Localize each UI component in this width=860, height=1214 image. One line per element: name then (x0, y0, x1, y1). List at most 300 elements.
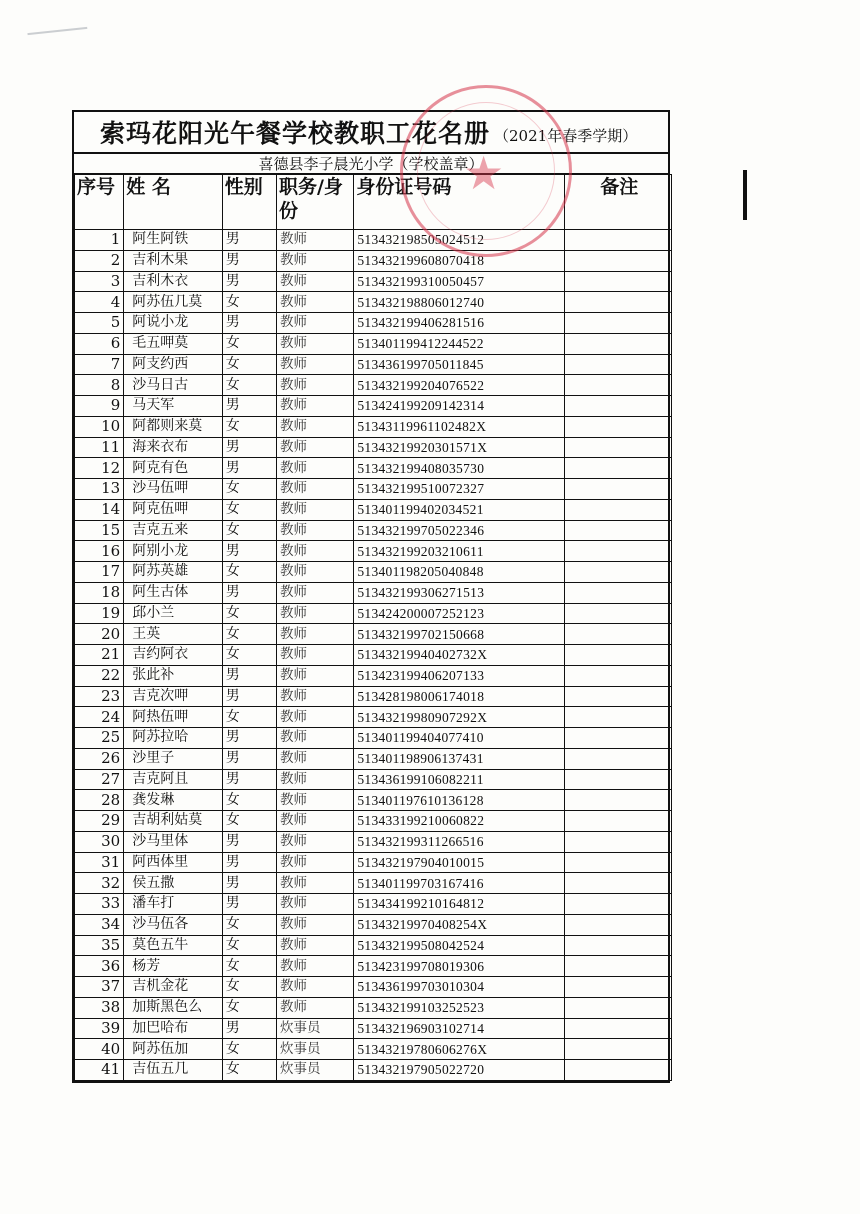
staff-gender: 女 (222, 1060, 276, 1081)
staff-role: 教师 (276, 354, 353, 375)
header-gender: 性别 (222, 175, 276, 230)
staff-role: 教师 (276, 624, 353, 645)
staff-role: 教师 (276, 582, 353, 603)
table-row (75, 1018, 672, 1039)
table-row (75, 956, 672, 977)
table-row (75, 437, 672, 458)
header-role: 职务/身份 (276, 175, 353, 230)
row-number: 29 (75, 811, 124, 832)
staff-name: 加斯黑色么 (124, 997, 222, 1018)
table-row (75, 894, 672, 915)
staff-gender: 男 (222, 541, 276, 562)
staff-note (565, 230, 672, 251)
staff-gender: 男 (222, 313, 276, 334)
staff-id-number: 513436199705011845 (354, 354, 565, 375)
staff-gender: 女 (222, 977, 276, 998)
staff-role: 教师 (276, 686, 353, 707)
staff-name: 潘车打 (124, 894, 222, 915)
staff-note (565, 728, 672, 749)
staff-id-number: 513401198906137431 (354, 748, 565, 769)
row-number: 26 (75, 748, 124, 769)
staff-note (565, 292, 672, 313)
row-number: 7 (75, 354, 124, 375)
header-note: 备注 (565, 175, 672, 230)
table-row (75, 831, 672, 852)
staff-gender: 男 (222, 873, 276, 894)
staff-gender: 男 (222, 728, 276, 749)
row-number: 37 (75, 977, 124, 998)
staff-gender: 女 (222, 416, 276, 437)
staff-id-number: 513401199412244522 (354, 333, 565, 354)
row-number: 30 (75, 831, 124, 852)
staff-note (565, 603, 672, 624)
staff-role: 教师 (276, 997, 353, 1018)
staff-id-number: 513432196903102714 (354, 1018, 565, 1039)
staff-gender: 男 (222, 582, 276, 603)
staff-gender: 男 (222, 230, 276, 251)
row-number: 15 (75, 520, 124, 541)
staff-gender: 男 (222, 437, 276, 458)
staff-name: 侯五撒 (124, 873, 222, 894)
row-number: 2 (75, 250, 124, 271)
staff-note (565, 935, 672, 956)
staff-note (565, 562, 672, 583)
staff-id-number: 513432199311266516 (354, 831, 565, 852)
staff-id-number: 51343219970408254X (354, 914, 565, 935)
staff-gender: 女 (222, 292, 276, 313)
row-number: 4 (75, 292, 124, 313)
staff-role: 教师 (276, 728, 353, 749)
table-row (75, 313, 672, 334)
row-number: 25 (75, 728, 124, 749)
staff-name: 吉机金花 (124, 977, 222, 998)
row-number: 9 (75, 396, 124, 417)
staff-name: 吉利木衣 (124, 271, 222, 292)
staff-gender: 女 (222, 520, 276, 541)
staff-name: 沙马里体 (124, 831, 222, 852)
staff-name: 沙马伍呷 (124, 479, 222, 500)
staff-note (565, 811, 672, 832)
staff-name: 马天军 (124, 396, 222, 417)
table-row (75, 977, 672, 998)
staff-note (565, 1018, 672, 1039)
staff-name: 阿生古体 (124, 582, 222, 603)
staff-id-number: 513432199702150668 (354, 624, 565, 645)
staff-note (565, 354, 672, 375)
staff-name: 阿苏伍加 (124, 1039, 222, 1060)
staff-name: 吉约阿衣 (124, 645, 222, 666)
row-number: 31 (75, 852, 124, 873)
staff-gender: 男 (222, 748, 276, 769)
staff-name: 阿都则来莫 (124, 416, 222, 437)
staff-name: 莫色五牛 (124, 935, 222, 956)
staff-role: 教师 (276, 479, 353, 500)
table-row (75, 997, 672, 1018)
staff-gender: 女 (222, 375, 276, 396)
page-title: 索玛花阳光午餐学校教职工花名册 (100, 119, 491, 148)
staff-gender: 女 (222, 811, 276, 832)
staff-note (565, 437, 672, 458)
staff-note (565, 458, 672, 479)
table-row (75, 1039, 672, 1060)
staff-id-number: 513432199203210611 (354, 541, 565, 562)
staff-role: 教师 (276, 437, 353, 458)
staff-role: 炊事员 (276, 1018, 353, 1039)
table-row (75, 811, 672, 832)
staff-role: 教师 (276, 313, 353, 334)
staff-name: 吉胡利姑莫 (124, 811, 222, 832)
staff-id-number: 513432199204076522 (354, 375, 565, 396)
staff-name: 沙马日古 (124, 375, 222, 396)
staff-gender: 女 (222, 603, 276, 624)
staff-role: 教师 (276, 790, 353, 811)
staff-id-number: 513432199608070418 (354, 250, 565, 271)
staff-gender: 男 (222, 852, 276, 873)
table-body (75, 230, 672, 1081)
staff-id-number: 51343219940402732X (354, 645, 565, 666)
staff-gender: 女 (222, 935, 276, 956)
staff-role: 教师 (276, 520, 353, 541)
staff-id-number: 513432199408035730 (354, 458, 565, 479)
row-number: 6 (75, 333, 124, 354)
staff-note (565, 624, 672, 645)
staff-note (565, 313, 672, 334)
staff-id-number: 513424200007252123 (354, 603, 565, 624)
row-number: 32 (75, 873, 124, 894)
staff-name: 吉伍五几 (124, 1060, 222, 1081)
row-number: 19 (75, 603, 124, 624)
table-row (75, 790, 672, 811)
staff-id-number: 513424199209142314 (354, 396, 565, 417)
staff-gender: 女 (222, 354, 276, 375)
staff-note (565, 396, 672, 417)
table-row (75, 665, 672, 686)
staff-role: 教师 (276, 375, 353, 396)
staff-id-number: 513432199306271513 (354, 582, 565, 603)
staff-name: 王英 (124, 624, 222, 645)
staff-note (565, 479, 672, 500)
staff-name: 阿苏拉哈 (124, 728, 222, 749)
staff-note (565, 665, 672, 686)
staff-id-number: 513432199510072327 (354, 479, 565, 500)
row-number: 20 (75, 624, 124, 645)
row-number: 10 (75, 416, 124, 437)
staff-id-number: 513436199106082211 (354, 769, 565, 790)
staff-name: 邱小兰 (124, 603, 222, 624)
staff-note (565, 956, 672, 977)
staff-gender: 女 (222, 645, 276, 666)
staff-role: 教师 (276, 665, 353, 686)
staff-id-number: 513401197610136128 (354, 790, 565, 811)
table-row (75, 707, 672, 728)
staff-name: 吉克阿且 (124, 769, 222, 790)
staff-name: 阿苏英雄 (124, 562, 222, 583)
staff-id-number: 513432197905022720 (354, 1060, 565, 1081)
row-number: 35 (75, 935, 124, 956)
table-row (75, 1060, 672, 1081)
staff-role: 教师 (276, 769, 353, 790)
staff-role: 教师 (276, 292, 353, 313)
row-number: 23 (75, 686, 124, 707)
table-row (75, 479, 672, 500)
table-row (75, 914, 672, 935)
staff-name: 沙马伍各 (124, 914, 222, 935)
staff-gender: 女 (222, 624, 276, 645)
staff-id-number: 513432198505024512 (354, 230, 565, 251)
table-row (75, 562, 672, 583)
staff-note (565, 271, 672, 292)
staff-gender: 女 (222, 790, 276, 811)
staff-id-number: 513432199406281516 (354, 313, 565, 334)
margin-mark (743, 170, 747, 220)
table-row (75, 935, 672, 956)
staff-name: 阿别小龙 (124, 541, 222, 562)
staff-name: 阿克有色 (124, 458, 222, 479)
row-number: 14 (75, 499, 124, 520)
row-number: 21 (75, 645, 124, 666)
staff-note (565, 769, 672, 790)
table-row (75, 852, 672, 873)
staff-note (565, 852, 672, 873)
staff-id-number: 513423199708019306 (354, 956, 565, 977)
table-row (75, 230, 672, 251)
staff-name: 张此补 (124, 665, 222, 686)
staff-note (565, 416, 672, 437)
staff-note (565, 1060, 672, 1081)
row-number: 28 (75, 790, 124, 811)
staff-role: 教师 (276, 935, 353, 956)
staff-role: 教师 (276, 831, 353, 852)
table-row (75, 748, 672, 769)
staff-role: 教师 (276, 873, 353, 894)
table-row (75, 271, 672, 292)
staff-id-number: 513432198806012740 (354, 292, 565, 313)
row-number: 12 (75, 458, 124, 479)
row-number: 1 (75, 230, 124, 251)
table-row (75, 728, 672, 749)
staff-name: 阿克伍呷 (124, 499, 222, 520)
table-row (75, 769, 672, 790)
star-icon: ★ (463, 146, 505, 200)
staff-gender: 女 (222, 499, 276, 520)
staff-gender: 女 (222, 914, 276, 935)
row-number: 3 (75, 271, 124, 292)
table-row (75, 645, 672, 666)
table-row (75, 520, 672, 541)
staff-role: 教师 (276, 541, 353, 562)
staff-gender: 男 (222, 396, 276, 417)
staff-name: 阿热伍呷 (124, 707, 222, 728)
staff-note (565, 790, 672, 811)
table-row (75, 499, 672, 520)
staff-note (565, 541, 672, 562)
header-no: 序号 (75, 175, 124, 230)
row-number: 24 (75, 707, 124, 728)
staff-role: 教师 (276, 396, 353, 417)
row-number: 34 (75, 914, 124, 935)
staff-name: 毛五呷莫 (124, 333, 222, 354)
staff-role: 教师 (276, 250, 353, 271)
staff-gender: 女 (222, 333, 276, 354)
table-row (75, 354, 672, 375)
staff-note (565, 333, 672, 354)
staff-role: 教师 (276, 271, 353, 292)
staff-id-number: 513401199402034521 (354, 499, 565, 520)
table-row (75, 396, 672, 417)
table-row (75, 686, 672, 707)
staff-role: 教师 (276, 956, 353, 977)
staff-role: 教师 (276, 458, 353, 479)
row-number: 16 (75, 541, 124, 562)
staff-role: 教师 (276, 811, 353, 832)
staff-role: 炊事员 (276, 1039, 353, 1060)
staff-role: 教师 (276, 977, 353, 998)
table-row (75, 541, 672, 562)
row-number: 40 (75, 1039, 124, 1060)
staff-note (565, 707, 672, 728)
staff-name: 杨芳 (124, 956, 222, 977)
staff-note (565, 582, 672, 603)
row-number: 18 (75, 582, 124, 603)
staff-gender: 女 (222, 707, 276, 728)
staff-gender: 女 (222, 562, 276, 583)
staff-gender: 男 (222, 271, 276, 292)
row-number: 13 (75, 479, 124, 500)
table-row (75, 416, 672, 437)
staff-id-number: 51343219780606276X (354, 1039, 565, 1060)
staff-note (565, 1039, 672, 1060)
staff-note (565, 686, 672, 707)
staff-note (565, 831, 672, 852)
staff-role: 教师 (276, 914, 353, 935)
staff-name: 龚发琳 (124, 790, 222, 811)
row-number: 38 (75, 997, 124, 1018)
table-row (75, 375, 672, 396)
staff-id-number: 513432199705022346 (354, 520, 565, 541)
staff-role: 教师 (276, 645, 353, 666)
staff-note (565, 250, 672, 271)
staff-id-number: 513401199404077410 (354, 728, 565, 749)
row-number: 39 (75, 1018, 124, 1039)
staff-role: 教师 (276, 230, 353, 251)
staff-id-number: 513433199210060822 (354, 811, 565, 832)
staff-id-number: 513423199406207133 (354, 665, 565, 686)
staff-gender: 男 (222, 665, 276, 686)
staff-note (565, 894, 672, 915)
row-number: 17 (75, 562, 124, 583)
staff-name: 吉克次呷 (124, 686, 222, 707)
table-header-row (75, 175, 672, 230)
row-number: 11 (75, 437, 124, 458)
table-row (75, 582, 672, 603)
school-name: 喜德县李子晨光小学（学校盖章） (72, 152, 670, 174)
staff-gender: 男 (222, 894, 276, 915)
title-row (72, 110, 670, 152)
row-number: 36 (75, 956, 124, 977)
staff-gender: 男 (222, 686, 276, 707)
row-number: 22 (75, 665, 124, 686)
staff-note (565, 499, 672, 520)
staff-name: 阿生阿铁 (124, 230, 222, 251)
table-row (75, 458, 672, 479)
table-row (75, 292, 672, 313)
roster-sheet (72, 110, 670, 1083)
staff-role: 教师 (276, 707, 353, 728)
staff-id-number: 513401199703167416 (354, 873, 565, 894)
row-number: 27 (75, 769, 124, 790)
staff-name: 阿苏伍几莫 (124, 292, 222, 313)
staff-gender: 男 (222, 1018, 276, 1039)
staff-note (565, 873, 672, 894)
table-row (75, 624, 672, 645)
staff-name: 吉克五来 (124, 520, 222, 541)
row-number: 41 (75, 1060, 124, 1081)
staff-id-number: 513436199703010304 (354, 977, 565, 998)
staff-name: 海来衣布 (124, 437, 222, 458)
staff-name: 沙里子 (124, 748, 222, 769)
staff-id-number: 513432197904010015 (354, 852, 565, 873)
staff-note (565, 748, 672, 769)
staff-note (565, 997, 672, 1018)
staff-id-number: 513432199103252523 (354, 997, 565, 1018)
staff-role: 教师 (276, 562, 353, 583)
row-number: 5 (75, 313, 124, 334)
staff-id-number: 513401198205040848 (354, 562, 565, 583)
staff-gender: 女 (222, 997, 276, 1018)
staff-id-number: 513432199310050457 (354, 271, 565, 292)
staff-name: 吉利木果 (124, 250, 222, 271)
staff-id-number: 513428198006174018 (354, 686, 565, 707)
staff-name: 加巴哈布 (124, 1018, 222, 1039)
staff-role: 教师 (276, 603, 353, 624)
roster-table (74, 174, 672, 1081)
staff-role: 炊事员 (276, 1060, 353, 1081)
staff-note (565, 375, 672, 396)
staff-name: 阿支约西 (124, 354, 222, 375)
staff-note (565, 520, 672, 541)
roster-table-frame (72, 174, 670, 1083)
staff-note (565, 645, 672, 666)
staff-note (565, 977, 672, 998)
staff-gender: 男 (222, 250, 276, 271)
staff-id-number: 51343219980907292X (354, 707, 565, 728)
header-name: 姓 名 (124, 175, 222, 230)
staff-role: 教师 (276, 333, 353, 354)
table-row (75, 603, 672, 624)
staff-id-number: 513432199508042524 (354, 935, 565, 956)
staff-name: 阿西体里 (124, 852, 222, 873)
table-row (75, 250, 672, 271)
staff-role: 教师 (276, 499, 353, 520)
header-id: 身份证号码 (354, 175, 565, 230)
staff-role: 教师 (276, 416, 353, 437)
staff-gender: 女 (222, 956, 276, 977)
term-label: （2021年春季学期） (494, 127, 638, 145)
staff-id-number: 51343119961102482X (354, 416, 565, 437)
staff-gender: 男 (222, 831, 276, 852)
staff-role: 教师 (276, 894, 353, 915)
staff-gender: 女 (222, 479, 276, 500)
staff-id-number: 513434199210164812 (354, 894, 565, 915)
staff-gender: 女 (222, 1039, 276, 1060)
staff-name: 阿说小龙 (124, 313, 222, 334)
row-number: 8 (75, 375, 124, 396)
row-number: 33 (75, 894, 124, 915)
staff-role: 教师 (276, 748, 353, 769)
table-row (75, 333, 672, 354)
staff-gender: 男 (222, 769, 276, 790)
staff-note (565, 914, 672, 935)
